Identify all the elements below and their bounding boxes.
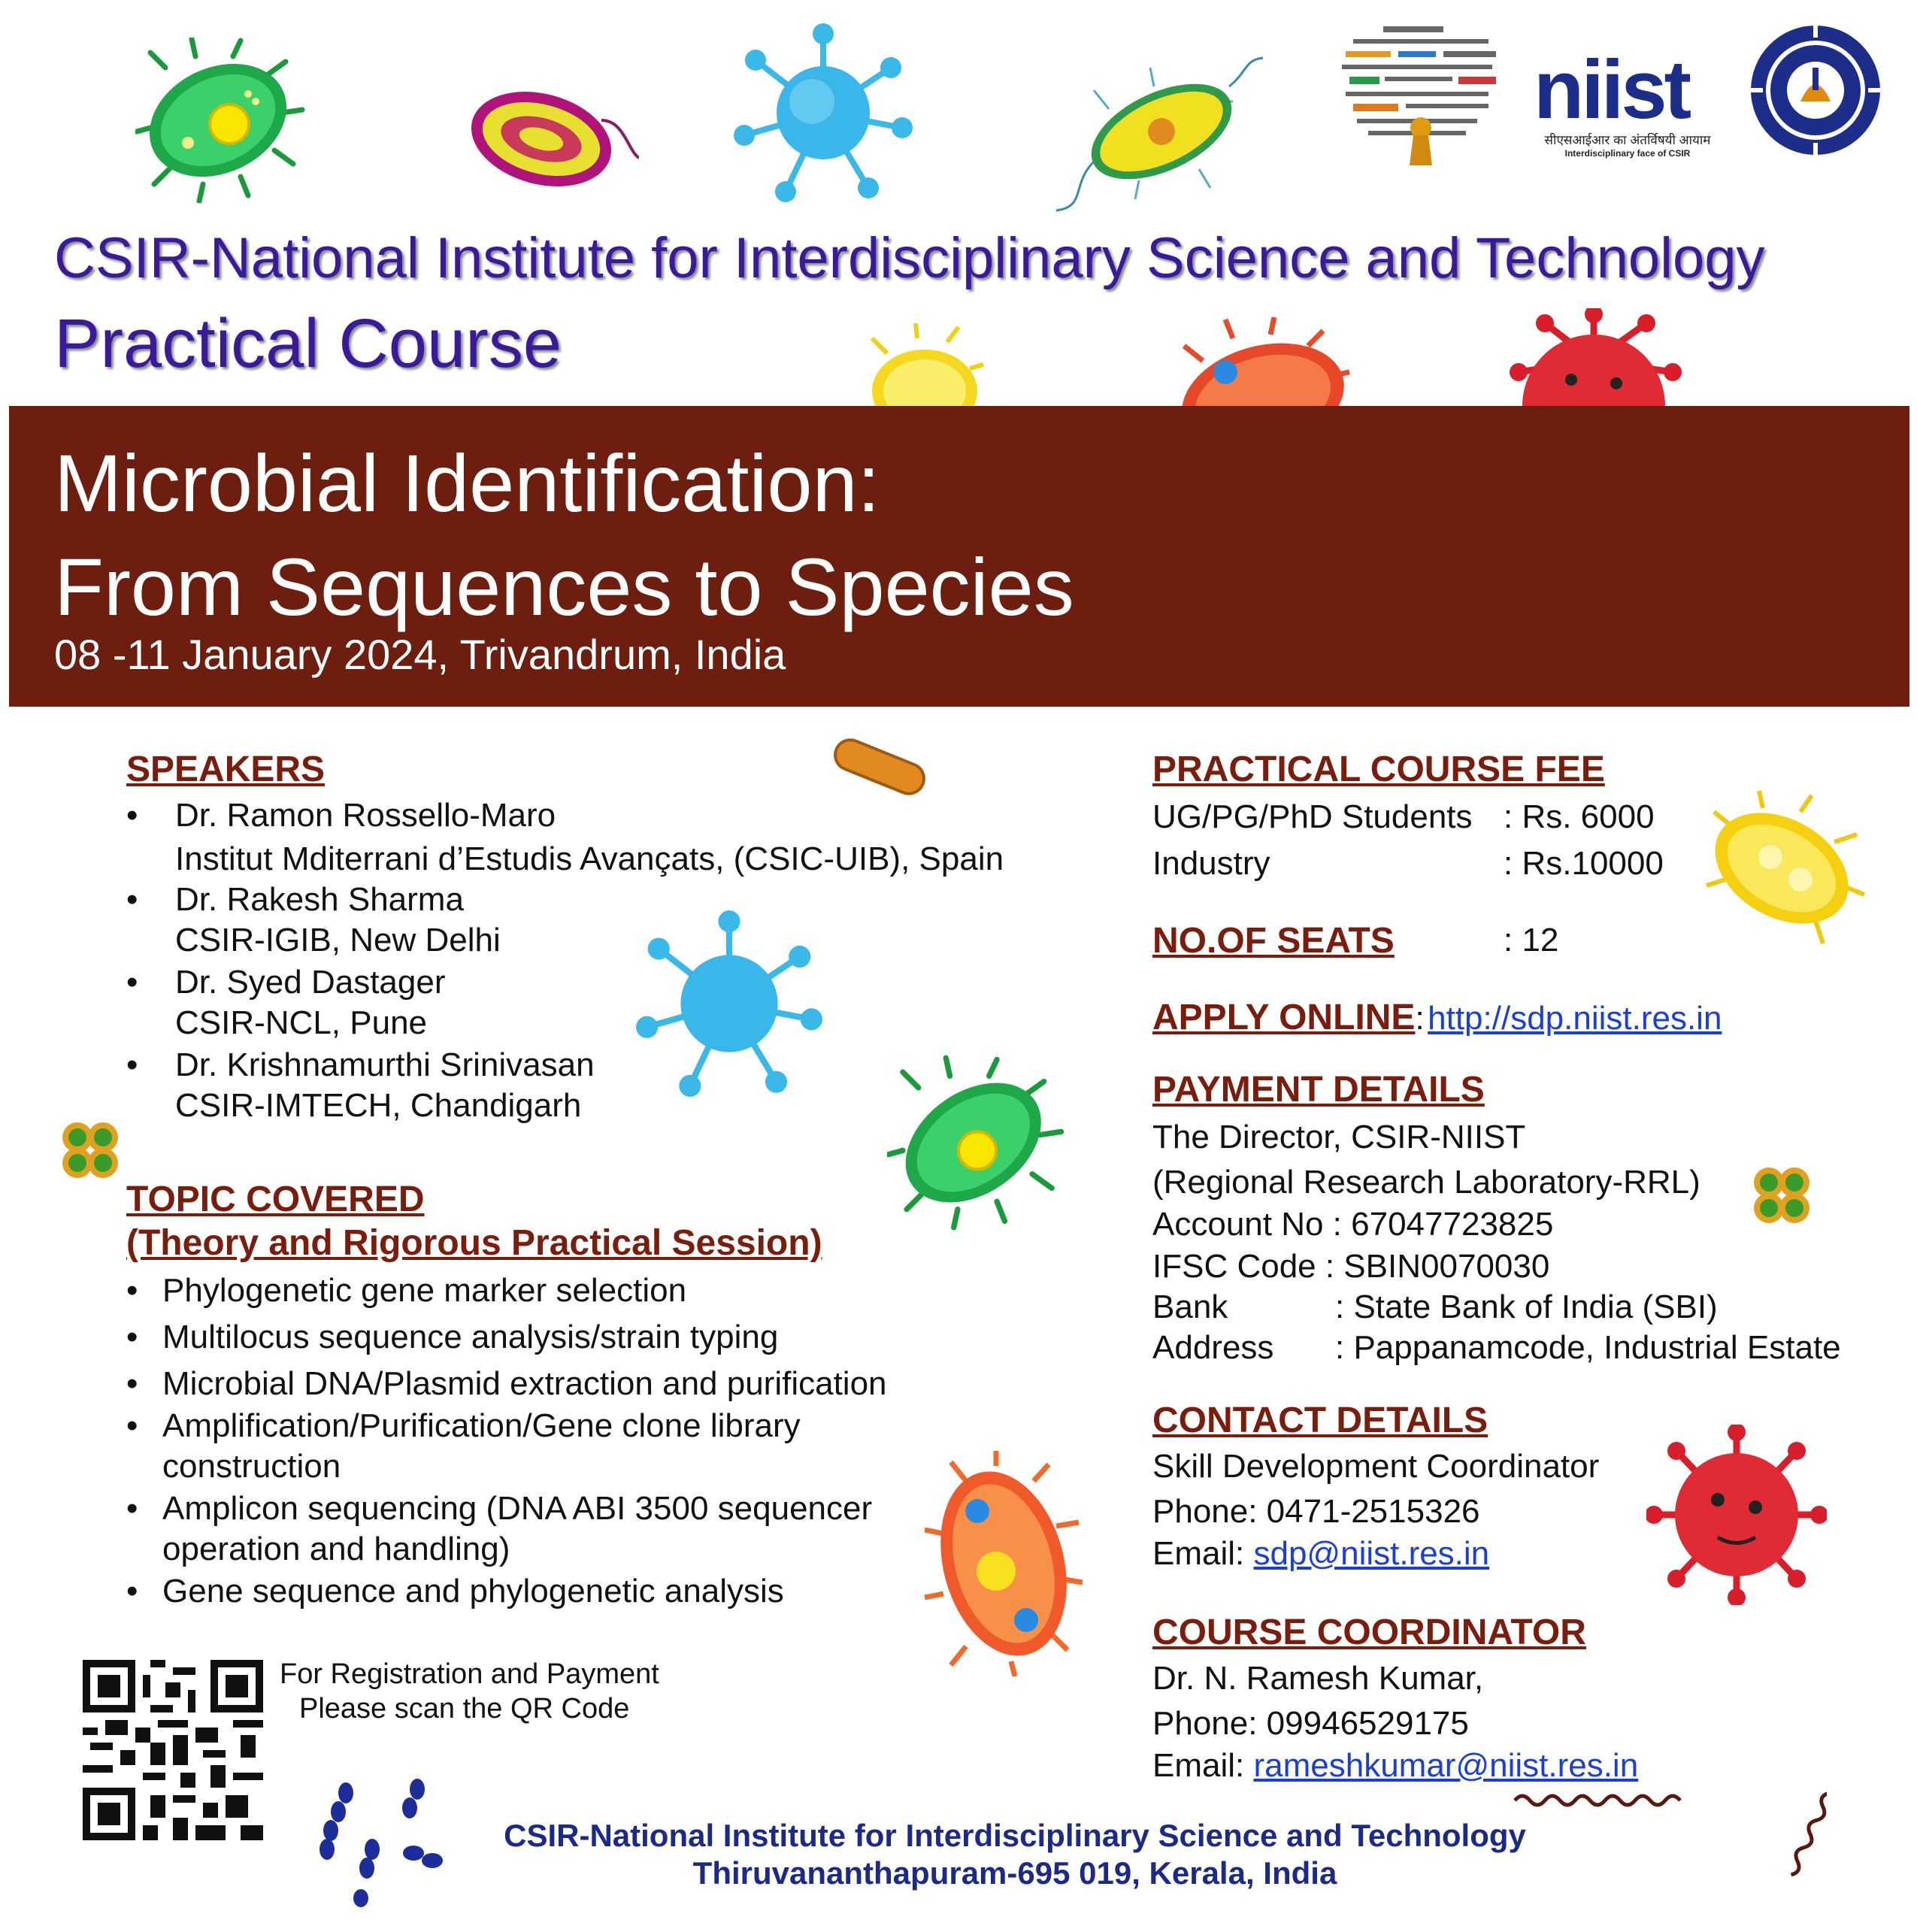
apply-online-link[interactable]: http://sdp.niist.res.in: [1428, 1000, 1722, 1037]
course-label: Practical Course: [54, 305, 562, 382]
contact-email-link[interactable]: sdp@niist.res.in: [1253, 1535, 1490, 1572]
speaker-affiliation: CSIR-NCL, Pune: [175, 1004, 428, 1041]
green-cocci-icon: [56, 1116, 124, 1184]
flagellated-bacterium-icon: [1049, 56, 1267, 214]
orange-rod-bacterium-icon: [827, 733, 932, 801]
topics-heading: TOPIC COVERED: [126, 1179, 425, 1219]
qr-caption-line2: Please scan the QR Code: [299, 1693, 630, 1725]
coordinator-name: Dr. N. Ramesh Kumar,: [1152, 1660, 1484, 1697]
topic-text: Gene sequence and phylogenetic analysis: [162, 1573, 784, 1609]
registration-qr-code[interactable]: [83, 1660, 263, 1840]
niist-logo: [1534, 44, 1722, 159]
red-coronavirus-icon-top: [1504, 308, 1684, 406]
niist-logo-wordmark: niist: [1534, 44, 1689, 136]
fee-industry-label: Industry: [1152, 845, 1270, 882]
payment-address-value: : Pappanamcode, Industrial Estate: [1335, 1329, 1841, 1366]
speaker-name: Dr. Ramon Rossello-Maro: [175, 797, 556, 834]
course-title-line2: From Sequences to Species: [54, 541, 1074, 632]
title-banner: [9, 406, 1909, 707]
green-cocci-icon-right: [1748, 1161, 1816, 1229]
coordinator-heading: COURSE COORDINATOR: [1152, 1613, 1586, 1652]
topic-text: Phylogenetic gene marker selection: [162, 1272, 687, 1309]
contact-email-label: Email:: [1152, 1535, 1254, 1572]
topic-text-continued: construction: [162, 1448, 341, 1485]
red-coronavirus-icon: [1646, 1425, 1827, 1605]
payment-line2: (Regional Research Laboratory-RRL): [1152, 1164, 1700, 1201]
course-title-line1: Microbial Identification:: [54, 438, 880, 528]
footer-institute: CSIR-National Institute for Interdisciplinary Science and Technology: [504, 1818, 1526, 1853]
payment-ifsc: IFSC Code : SBIN0070030: [1152, 1248, 1550, 1285]
topic-text-continued: operation and handling): [162, 1531, 510, 1567]
fee-heading: PRACTICAL COURSE FEE: [1152, 749, 1605, 789]
niist-logo-hindi: सीएसआईआर का अंतर्विषयी आयाम: [1544, 133, 1711, 147]
fee-students-value: : Rs. 6000: [1504, 798, 1655, 835]
speaker-affiliation: CSIR-IMTECH, Chandigarh: [175, 1087, 582, 1124]
footer-address: Thiruvananthapuram-695 019, Kerala, India: [692, 1855, 1337, 1891]
csir-emblem-icon: [1748, 23, 1883, 158]
niist-logo-tagline: Interdisciplinary face of CSIR: [1564, 148, 1691, 159]
yellow-bacterium-icon-right: [1703, 789, 1868, 947]
red-bacterium-icon: [1173, 316, 1353, 406]
speakers-heading: SPEAKERS: [126, 749, 326, 789]
topic-text: Amplicon sequencing (DNA ABI 3500 sequencer: [162, 1490, 873, 1527]
apply-online-row: [1152, 997, 1722, 1038]
course-date-place: 08 -11 January 2024, Trivandrum, India: [54, 631, 786, 678]
institute-title: CSIR-National Institute for Interdisciplinary Science and Technology: [54, 226, 1765, 290]
fee-students-label: UG/PG/PhD Students: [1152, 798, 1473, 835]
speaker-name: Dr. Syed Dastager: [175, 964, 446, 1001]
contact-heading: CONTACT DETAILS: [1152, 1401, 1488, 1440]
coordinator-email-label: Email:: [1152, 1747, 1254, 1784]
speaker-affiliation: Institut Mditerrani d’Estudis Avançats, (CSIC-UIB), Spain: [175, 840, 1004, 877]
orange-bacterium-icon: [921, 1451, 1086, 1676]
fee-industry-value: : Rs.10000: [1504, 845, 1664, 882]
green-bacterium-icon: [135, 38, 308, 203]
blue-virus-icon-middle: [635, 910, 823, 1098]
coordinator-email-link[interactable]: rameshkumar@niist.res.in: [1253, 1747, 1639, 1784]
apply-separator: :: [1415, 1000, 1425, 1037]
payment-bank-value: : State Bank of India (SBI): [1335, 1289, 1718, 1325]
apply-heading: APPLY ONLINE: [1152, 998, 1416, 1037]
speaker-name: Dr. Rakesh Sharma: [175, 881, 464, 918]
qr-caption-line1: For Registration and Payment: [280, 1658, 659, 1690]
seats-heading: NO.OF SEATS: [1152, 921, 1395, 961]
payment-bank-label: Bank: [1152, 1289, 1228, 1325]
payment-line1: The Director, CSIR-NIIST: [1152, 1119, 1526, 1155]
blue-cocci-chain-icon: [316, 1778, 451, 1913]
contact-phone: Phone: 0471-2515326: [1152, 1493, 1480, 1530]
purple-bacterium-icon: [466, 75, 639, 203]
payment-account: Account No : 67047723825: [1152, 1206, 1554, 1243]
spirochete-icon: [1511, 1770, 1827, 1898]
contact-email-row: [1152, 1535, 1489, 1573]
payment-heading: PAYMENT DETAILS: [1152, 1070, 1485, 1110]
speaker-affiliation: CSIR-IGIB, New Delhi: [175, 922, 501, 958]
blue-virus-icon: [733, 23, 913, 203]
seats-value: : 12: [1504, 922, 1559, 958]
topic-text: Amplification/Purification/Gene clone library: [162, 1407, 801, 1444]
speaker-name: Dr. Krishnamurthi Srinivasan: [175, 1046, 595, 1083]
topic-text: Multilocus sequence analysis/strain typing: [162, 1319, 779, 1355]
topic-text: Microbial DNA/Plasmid extraction and purification: [162, 1365, 887, 1402]
skill-wordcloud-logo: [1338, 23, 1504, 165]
coordinator-phone: Phone: 09946529175: [1152, 1705, 1469, 1742]
contact-role: Skill Development Coordinator: [1152, 1448, 1600, 1485]
topics-subheading: (Theory and Rigorous Practical Session): [126, 1223, 822, 1263]
payment-address-label: Address: [1152, 1329, 1274, 1366]
yellow-bacterium-icon: [865, 323, 985, 406]
green-bacterium-icon-middle: [887, 1045, 1068, 1240]
